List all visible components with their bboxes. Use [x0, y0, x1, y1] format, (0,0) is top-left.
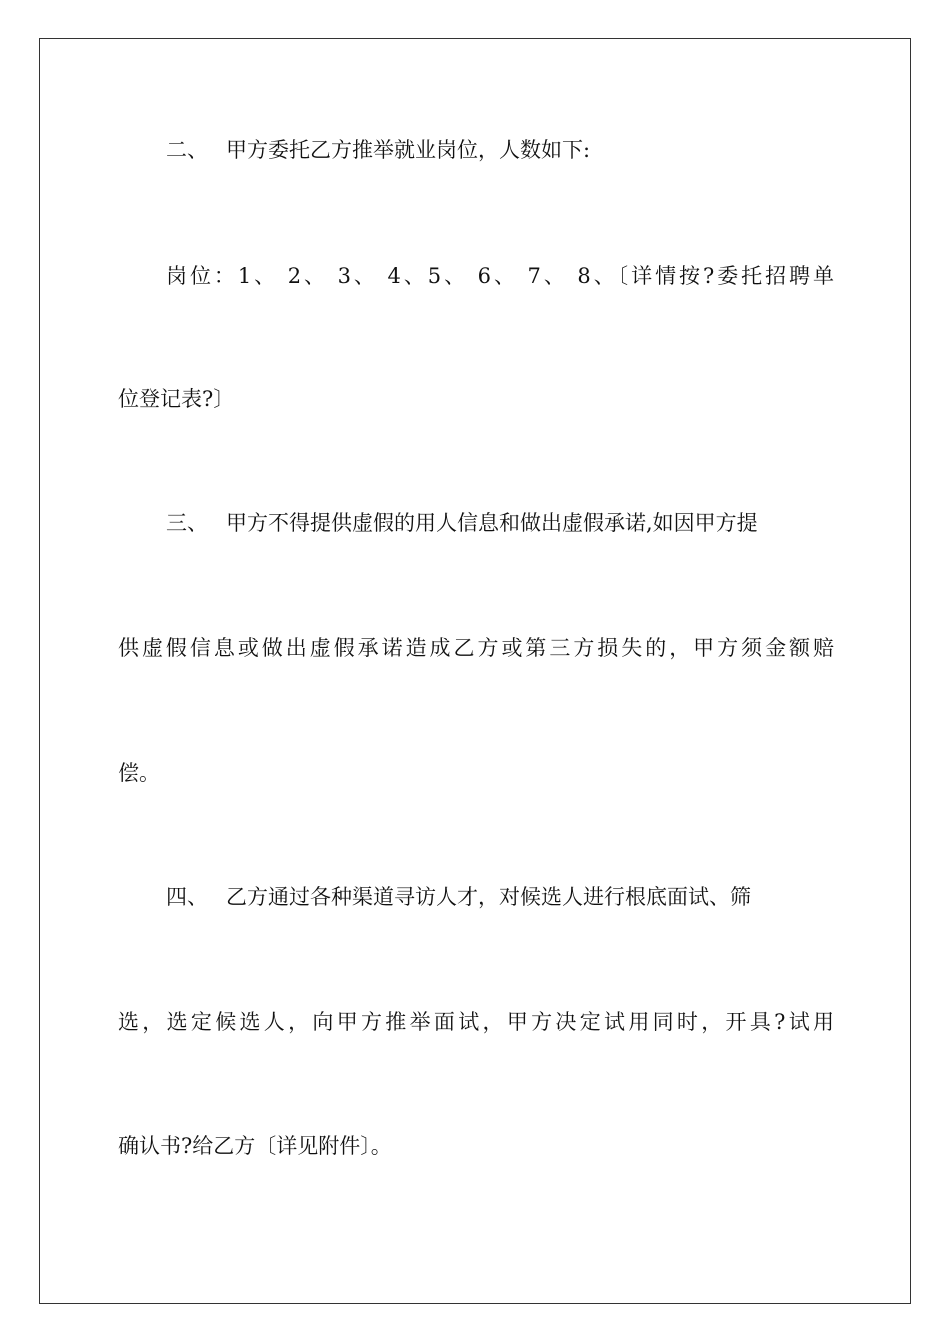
section-3-line-3: 偿。	[118, 761, 160, 785]
section-number: 三、	[166, 511, 208, 535]
paragraph-section-3	[166, 509, 834, 537]
section-4-line-3: 确认书?给乙方〔详见附件〕。	[118, 1134, 392, 1158]
paragraph-section-2	[166, 136, 834, 164]
section-3-line-2: 供虚假信息或做出虚假承诺造成乙方或第三方损失的，甲方须金额赔	[118, 636, 834, 660]
page-border	[39, 38, 911, 1304]
section-text: 乙方通过各种渠道寻访人才，对候选人进行根底面试、筛	[226, 885, 751, 909]
positions-line-1: 岗位：1、 2、 3、 4、5、 6、 7、 8、〔详情按?委托招聘单	[166, 264, 834, 288]
section-text: 甲方不得提供虚假的用人信息和做出虚假承诺,如因甲方提	[226, 511, 758, 535]
section-text: 甲方委托乙方推举就业岗位，人数如下:	[226, 138, 591, 162]
section-4-line-2: 选，选定候选人，向甲方推举面试，甲方决定试用同时，开具?试用	[118, 1010, 834, 1034]
section-number: 四、	[166, 885, 208, 909]
positions-line-2: 位登记表?〕	[118, 387, 235, 411]
paragraph-section-4	[166, 883, 834, 911]
section-number: 二、	[166, 138, 208, 162]
